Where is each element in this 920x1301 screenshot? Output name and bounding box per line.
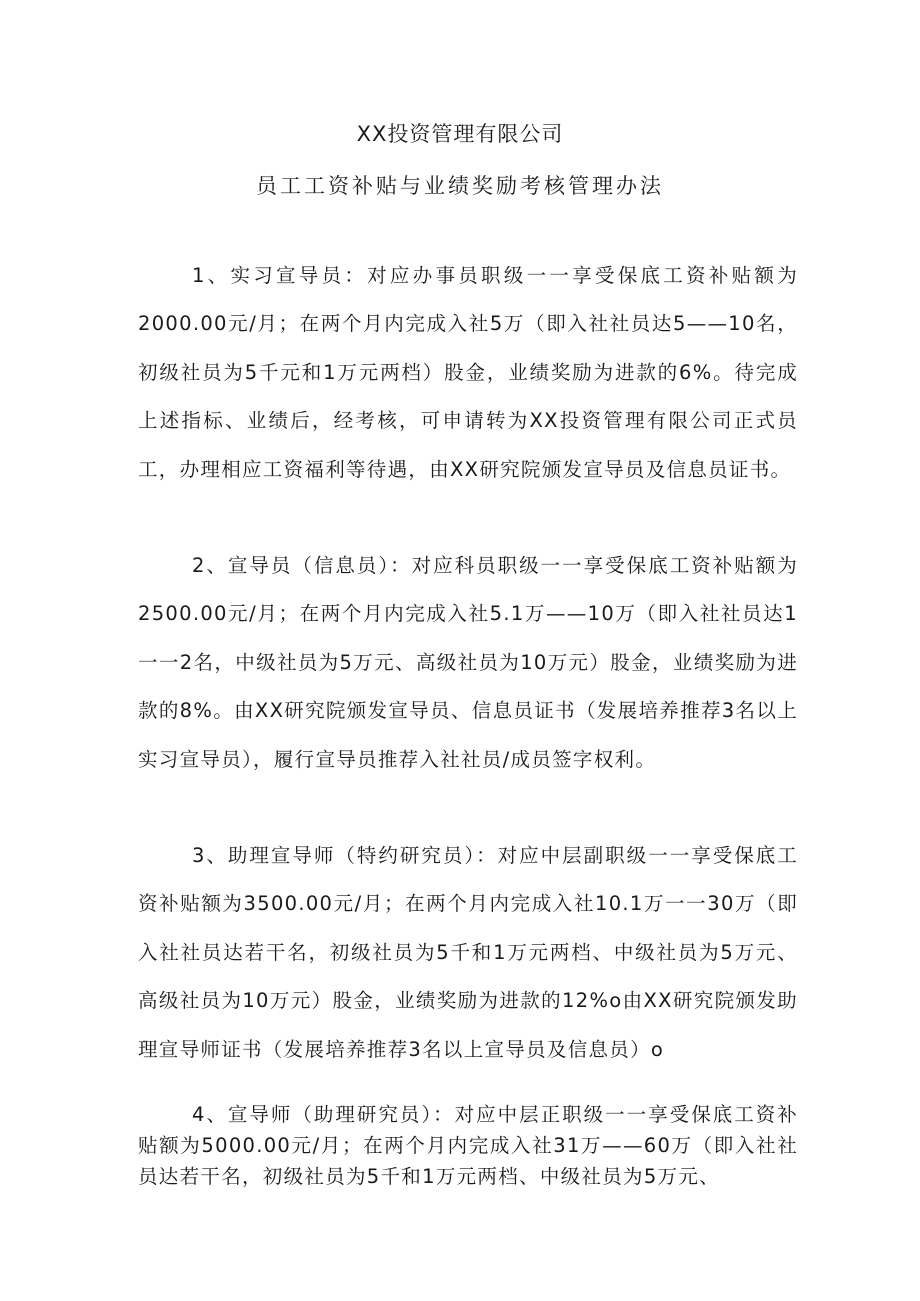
paragraph-promoter bbox=[138, 542, 798, 784]
paragraph-text: 2、宣导员（信息员）：对应科员职级一一享受保底工资补贴额为2500.00元/月；在两个月内完成入社5.1万——10万（即入社社员达1一一2名，中级社员为5万元、高级社员为10万元）股金，业绩奖励为进款的8%。由XX研究院颁发宣导员、信息员证书（发展培养推荐3名以上实习宣导员），履行宣导员推荐入社社员/成员签字权利。 bbox=[138, 554, 798, 771]
paragraph-assistant-mentor bbox=[138, 832, 798, 1074]
paragraph-text: 4、宣导师（助理研究员）：对应中层正职级一一享受保底工资补贴额为5000.00元/月；在两个月内完成入社31万——60万（即入社社员达若干名，初级社员为5千和1万元两档、中级社员为5万元、 bbox=[138, 1103, 798, 1188]
paragraph-text: 1、实习宣导员：对应办事员职级一一享受保底工资补贴额为2000.00元/月；在两个月内完成入社5万（即入社社员达5——10名，初级社员为5千元和1万元两档）股金，业绩奖励为进款的6%。待完成上述指标、业绩后，经考核，可申请转为XX投资管理有限公司正式员工，办理相应工资福利等待遇，由XX研究院颁发宣导员及信息员证书。 bbox=[138, 264, 798, 481]
paragraph-intern-promoter bbox=[138, 252, 798, 494]
company-title: XX投资管理有限公司 bbox=[356, 122, 564, 146]
policy-title: 员工工资补贴与业绩奖励考核管理办法 bbox=[256, 174, 664, 198]
paragraph-mentor bbox=[138, 1099, 798, 1192]
paragraph-text: 3、助理宣导师（特约研究员）：对应中层副职级一一享受保底工资补贴额为3500.00元/月；在两个月内完成入社10.1万一一30万（即入社社员达若干名，初级社员为5千和1万元两档、中级社员为5万元、高级社员为10万元）股金，业绩奖励为进款的12%o由XX研究院颁发助理宣导师证书（发展培养推荐3名以上宣导员及信息员）o bbox=[138, 844, 798, 1061]
